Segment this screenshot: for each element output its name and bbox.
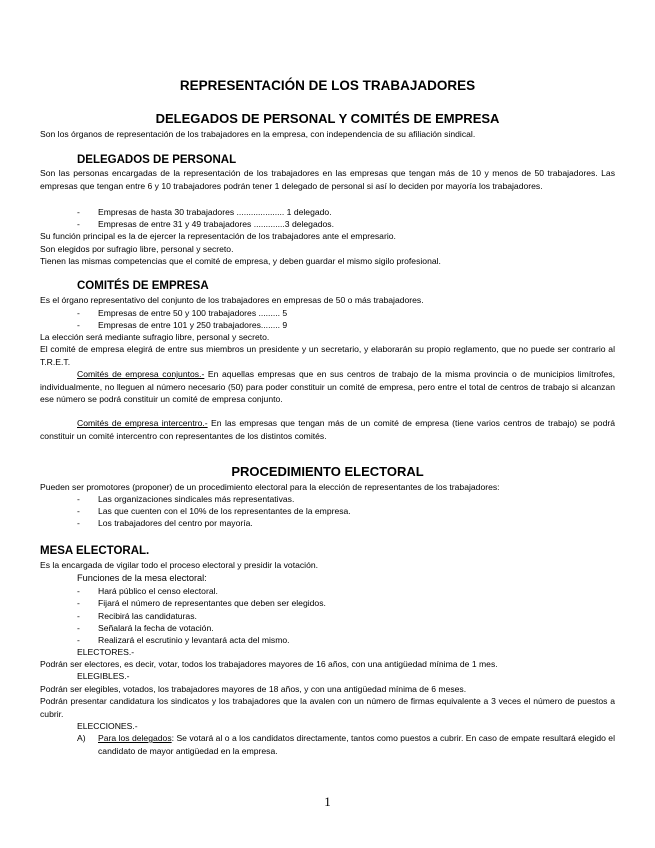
section-title-procedimiento: PROCEDIMIENTO ELECTORAL <box>231 464 424 479</box>
list-item: Empresas de entre 50 y 100 trabajadores ......... 5 <box>98 308 288 318</box>
list-dash: - <box>77 506 80 516</box>
list-dash: - <box>77 635 80 645</box>
list-item: Las organizaciones sindicales más representativas. <box>98 494 295 504</box>
delegados-paragraph: Son las personas encargadas de la representación de los trabajadores en las empresas que tengan más de 10 y menos de 50 trabajadores. Las empresas que tengan entre 6 y 10 trabajadores podrán tener 1 delegado de personal si así lo deciden por mayoría los trabajadores. <box>40 168 615 191</box>
elecciones-a-paragraph <box>98 732 615 757</box>
section-intro: Son los órganos de representación de los trabajadores en la empresa, con independencia de su afiliación sindical. <box>40 129 476 139</box>
list-dash: - <box>77 598 80 608</box>
list-dash: - <box>77 207 80 217</box>
delegados-line: Son elegidos por sufragio libre, personal y secreto. <box>40 244 234 254</box>
elecciones-a-label: Para los delegados <box>98 733 172 743</box>
list-item: Empresas de entre 31 y 49 trabajadores .............3 delegados. <box>98 219 334 229</box>
list-dash: - <box>77 308 80 318</box>
comites-line: La elección será mediante sufragio libre, personal y secreto. <box>40 332 270 342</box>
list-item: Realizará el escrutinio y levantará acta del mismo. <box>98 635 290 645</box>
list-item: Las que cuenten con el 10% de los representantes de la empresa. <box>98 506 351 516</box>
comites-conjuntos-paragraph <box>40 368 615 418</box>
list-dash: - <box>77 518 80 528</box>
list-item: Los trabajadores del centro por mayoría. <box>98 518 253 528</box>
mesa-intro: Es la encargada de vigilar todo el proceso electoral y presidir la votación. <box>40 560 319 570</box>
comites-conjuntos-text: En aquellas empresas que en sus centros de trabajo de la misma provincia o de municipios limítrofes, individualmente, no lleguen al número necesario (50) para poder constituir un comité de empresa, pero entre el total de centros de trabajo si alcanzan ese número se podrá constituir un comité de empresa conjunto. <box>40 369 615 404</box>
delegados-line: Su función principal es la de ejercer la representación de los trabajadores ante el empresario. <box>40 231 396 241</box>
comites-intercentro-label: Comités de empresa intercentro.- <box>77 418 208 428</box>
list-dash: - <box>77 623 80 633</box>
section-title-delegados-comites: DELEGADOS DE PERSONAL Y COMITÉS DE EMPRESA <box>155 111 500 126</box>
list-item: Empresas de hasta 30 trabajadores .................... 1 delegado. <box>98 207 332 217</box>
electores-text: Podrán ser electores, es decir, votar, todos los trabajadores mayores de 16 años, con una antigüedad mínima de 1 mes. <box>40 659 498 669</box>
list-item: Señalará la fecha de votación. <box>98 623 214 633</box>
list-item: Recibirá las candidaturas. <box>98 611 197 621</box>
list-dash: - <box>77 586 80 596</box>
list-dash: - <box>77 219 80 229</box>
elegibles-label: ELEGIBLES.- <box>77 671 130 681</box>
document-title: REPRESENTACIÓN DE LOS TRABAJADORES <box>179 78 476 93</box>
elecciones-a-text: : Se votará al o a los candidatos directamente, tantos como puestos a cubrir. En caso de empate resultará elegido el candidato de mayor antigüedad en la empresa. <box>98 733 615 756</box>
comites-conjuntos-label: Comités de empresa conjuntos.- <box>77 369 205 379</box>
list-item: Hará público el censo electoral. <box>98 586 218 596</box>
list-item: Empresas de entre 101 y 250 trabajadores........ 9 <box>98 320 288 330</box>
subsection-title-delegados: DELEGADOS DE PERSONAL <box>77 154 237 166</box>
elecciones-label: ELECCIONES.- <box>77 721 138 731</box>
procedimiento-intro: Pueden ser promotores (proponer) de un procedimiento electoral para la elección de representantes de los trabajadores: <box>40 482 500 492</box>
list-dash: - <box>77 611 80 621</box>
electores-label: ELECTORES.- <box>77 647 135 657</box>
elegibles-text: Podrán ser elegibles, votados, los trabajadores mayores de 18 años, y con una antigüedad mínima de 6 meses. <box>40 684 467 694</box>
subsection-title-comites: COMITÉS DE EMPRESA <box>77 280 209 292</box>
section-title-mesa: MESA ELECTORAL. <box>40 545 150 557</box>
candidatura-text: Podrán presentar candidatura los sindicatos y los trabajadores que la avalen con un número de firmas equivalente a 3 veces el número de puestos a cubrir. <box>40 696 615 719</box>
delegados-line: Tienen las mismas competencias que el comité de empresa, y deben guardar el mismo sigilo profesional. <box>40 256 441 266</box>
comites-intercentro-paragraph <box>40 417 615 442</box>
list-dash: - <box>77 320 80 330</box>
elecciones-a-marker: A) <box>77 733 86 743</box>
list-dash: - <box>77 494 80 504</box>
list-item: Fijará el número de representantes que deben ser elegidos. <box>98 598 326 608</box>
page-number: 1 <box>324 794 331 809</box>
comites-paragraph: El comité de empresa elegirá de entre sus miembros un presidente y un secretario, y elaborarán su propio reglamento, que no puede ser contrario al T.R.E.T. <box>40 344 615 367</box>
comites-intercentro-text: En las empresas que tengan más de un comité de empresa (tiene varios centros de trabajo) se podrá constituir un comité intercentro con representantes de los distintos comités. <box>40 418 616 441</box>
mesa-funciones-label: Funciones de la mesa electoral: <box>77 573 207 583</box>
comites-intro: Es el órgano representativo del conjunto de los trabajadores en empresas de 50 o más trabajadores. <box>40 295 424 305</box>
